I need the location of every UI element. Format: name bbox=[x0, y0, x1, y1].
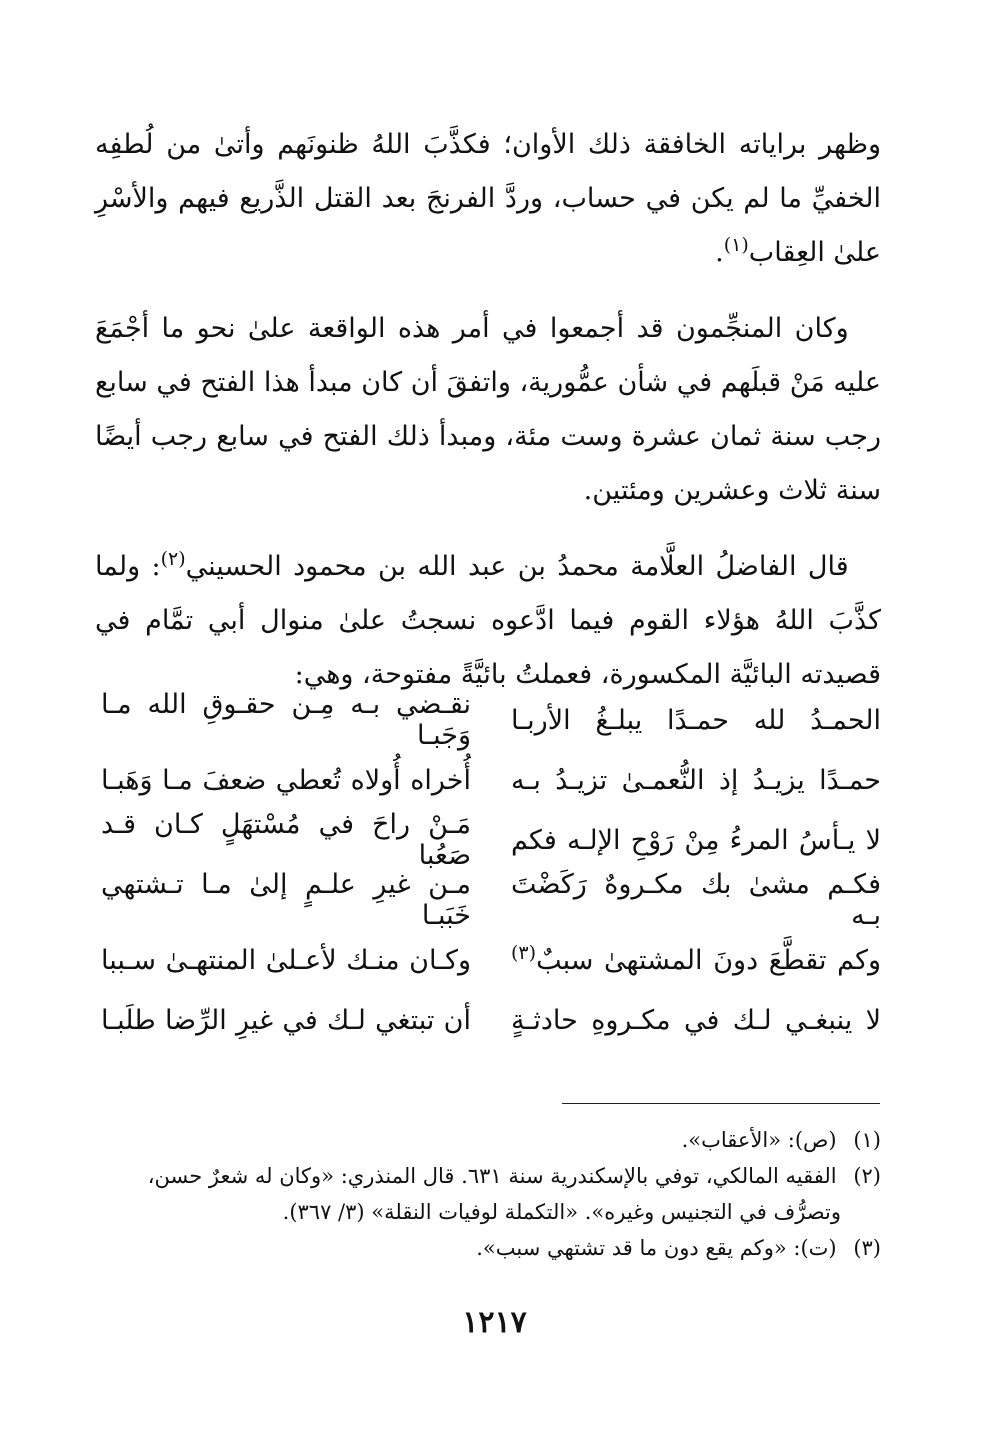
paragraph-2: وكان المنجِّمون قد أجمعوا في أمر هذه الواقعة علىٰ نحو ما أجْمَعَ عليه مَنْ قبلَهم في شأن عمُّورية، واتفقَ أن كان مبدأ هذا الفتح في سابع رجب سنة ثمان عشرة وست مئة، ومبدأ ذلك الفتح في سابع رجب أيضًا سنة ثلاث وعشرين ومئتين. bbox=[95, 313, 881, 506]
paragraph-3-text-a: قال الفاضلُ العلَّامة محمدُ بن عبد الله بن محمود الحسيني bbox=[185, 551, 849, 582]
verse-first-hemistich bbox=[511, 941, 881, 976]
footnote-number: (٣) bbox=[853, 1236, 881, 1260]
verse-second-hemistich: وكـان منـك لأعـلىٰ المنتهـىٰ سـببا bbox=[101, 944, 471, 976]
footnote-text: (ص): «الأعقاب». bbox=[681, 1128, 837, 1152]
verse-second-hemistich: نقـضي بـه مِـن حقـوقِ الله مـا وَجَبـا bbox=[101, 689, 471, 751]
verse bbox=[95, 870, 881, 930]
footnote-separator bbox=[562, 1103, 880, 1104]
poem bbox=[95, 690, 881, 1050]
footnote-ref-3: (٣) bbox=[511, 941, 537, 964]
verse-second-hemistich: مـن غيرِ علـمٍ إلىٰ مـا تـشتهي خَبَبـا bbox=[101, 869, 471, 931]
verse-first-hemistich: الحمـدُ لله حمـدًا يبلـغُ الأربـا bbox=[511, 704, 881, 736]
footnote-2-continued: وتصرُّف في التجنيس وغيره». «التكملة لوفيات النقلة» (٣/ ٣٦٧). bbox=[282, 1200, 841, 1224]
footnote-number: (٢) bbox=[853, 1164, 881, 1188]
paragraph-3-text-b: : ولما كذَّبَ اللهُ هؤلاء القوم فيما ادَّعوه نسجتُ علىٰ منوال أبي تمَّام في قصيدته البائيَّة المكسورة، فعملتُ بائيَّةً مفتوحة، وهي: bbox=[95, 551, 881, 690]
verse-first-hemistich: حمـدًا يزيـدُ إذ النُّعمـىٰ تزيـدُ بـه bbox=[511, 764, 881, 796]
verse bbox=[95, 930, 881, 990]
main-text bbox=[95, 118, 881, 724]
verse bbox=[95, 810, 881, 870]
footnote-ref-2: (٢) bbox=[160, 548, 186, 570]
paragraph-1-end: . bbox=[715, 237, 724, 268]
page-number: ١٢١٧ bbox=[462, 1305, 527, 1340]
verse bbox=[95, 990, 881, 1050]
verse-first-hemistich: فكـم مشىٰ بك مكـروهٌ رَكَضْتَ بـه bbox=[511, 869, 881, 931]
verse bbox=[95, 690, 881, 750]
footnote-3 bbox=[95, 1230, 881, 1266]
verse-5-sadr-text: وكم تقطَّعَ دونَ المشتهىٰ سببٌ bbox=[536, 944, 881, 976]
verse-second-hemistich: أن تبتغي لـك في غيرِ الرِّضا طلَبـا bbox=[101, 1004, 471, 1036]
verse-second-hemistich: أُخراه أُولاه تُعطي ضعفَ مـا وَهَبـا bbox=[101, 764, 471, 796]
paragraph-1 bbox=[95, 118, 881, 280]
footnote-1 bbox=[95, 1122, 881, 1158]
footnote-number: (١) bbox=[853, 1128, 881, 1152]
footnote-text: (ت): «وكم يقع دون ما قد تشتهي سبب». bbox=[476, 1236, 837, 1260]
footnote-ref-1: (١) bbox=[723, 234, 749, 256]
footnote-text: الفقيه المالكي، توفي بالإسكندرية سنة ٦٣١. قال المنذري: «وكان له شعرٌ حسن، bbox=[147, 1164, 837, 1188]
paragraph-3 bbox=[95, 540, 881, 702]
verse bbox=[95, 750, 881, 810]
paragraph-1-text: وظهر براياته الخافقة ذلك الأوان؛ فكذَّبَ اللهُ ظنونَهم وأتىٰ من لُطفِه الخفيِّ ما لم يكن في حساب، وردَّ الفرنجَ بعد القتل الذَّريع فيهم والأسْرِ علىٰ العِقاب bbox=[95, 129, 881, 268]
verse-second-hemistich: مَـنْ راحَ في مُسْتهَلٍ كـان قـد صَعُبا bbox=[101, 809, 471, 871]
footnotes bbox=[95, 1122, 881, 1266]
footnote-2 bbox=[95, 1158, 881, 1194]
verse-first-hemistich: لا ينبغـي لـك في مكـروهِ حادثـةٍ bbox=[511, 1004, 881, 1036]
verse-first-hemistich: لا يـأسُ المرءُ مِنْ رَوْحِ الإلـه فكم bbox=[511, 824, 881, 856]
